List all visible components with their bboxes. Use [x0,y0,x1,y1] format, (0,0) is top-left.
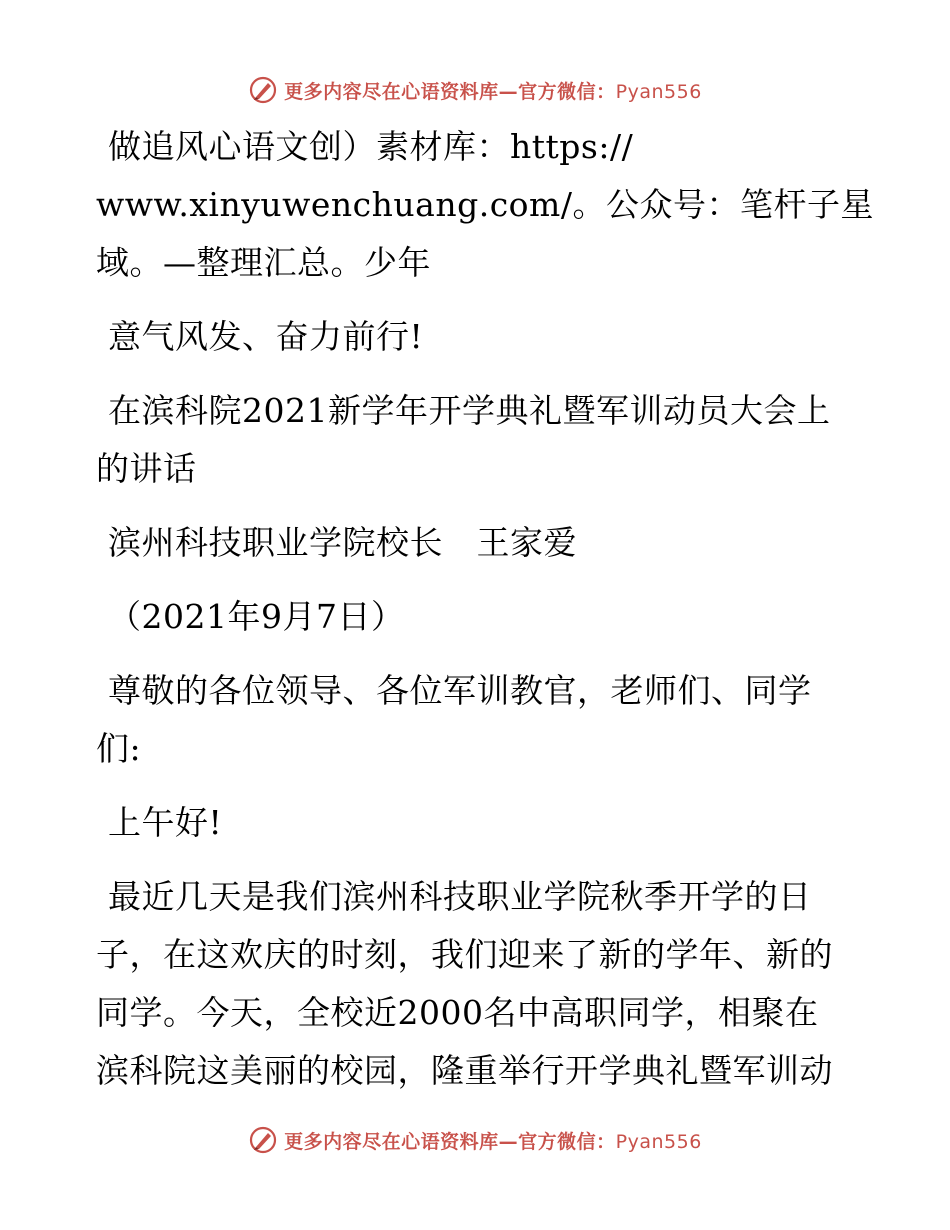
subtitle-line: 在滨科院2021新学年开学典礼暨军训动员大会上 [108,391,831,430]
paragraph-line: 做追风心语文创）素材库：https:// [108,127,634,166]
paragraph-line: 尊敬的各位领导、各位军训教官，老师们、同学 [108,671,812,710]
paragraph-line: 域。—整理汇总。少年 [96,243,431,282]
banner-text: 更多内容尽在心语资料库—官方微信： [284,1130,616,1153]
footer-banner [0,1120,950,1160]
banner-text: 更多内容尽在心语资料库—官方微信： [284,80,616,103]
paragraph-line: www.xinyuwenchuang.com/。公众号：笔杆子星 [96,185,874,224]
wechat-id: Pyan556 [615,1130,702,1153]
pen-logo-icon [248,75,278,105]
subtitle-line: 的讲话 [96,449,197,488]
paragraph-line: 最近几天是我们滨州科技职业学院秋季开学的日 [108,877,812,916]
author-line: 滨州科技职业学院校长 王家爱 [108,523,577,562]
date-line: （2021年9月7日） [108,597,405,636]
paragraph-line: 们: [96,729,142,768]
document-body [96,118,874,1100]
paragraph-line: 子，在这欢庆的时刻，我们迎来了新的学年、新的 [96,935,833,974]
wechat-id: Pyan556 [615,80,702,103]
title-line: 意气风发、奋力前行! [108,317,424,356]
paragraph-line: 滨科院这美丽的校园，隆重举行开学典礼暨军训动 [96,1051,833,1090]
pen-logo-icon [248,1125,278,1155]
header-banner [0,70,950,110]
paragraph-line: 上午好! [108,803,223,842]
paragraph-line: 同学。今天，全校近2000名中高职同学，相聚在 [96,993,819,1032]
